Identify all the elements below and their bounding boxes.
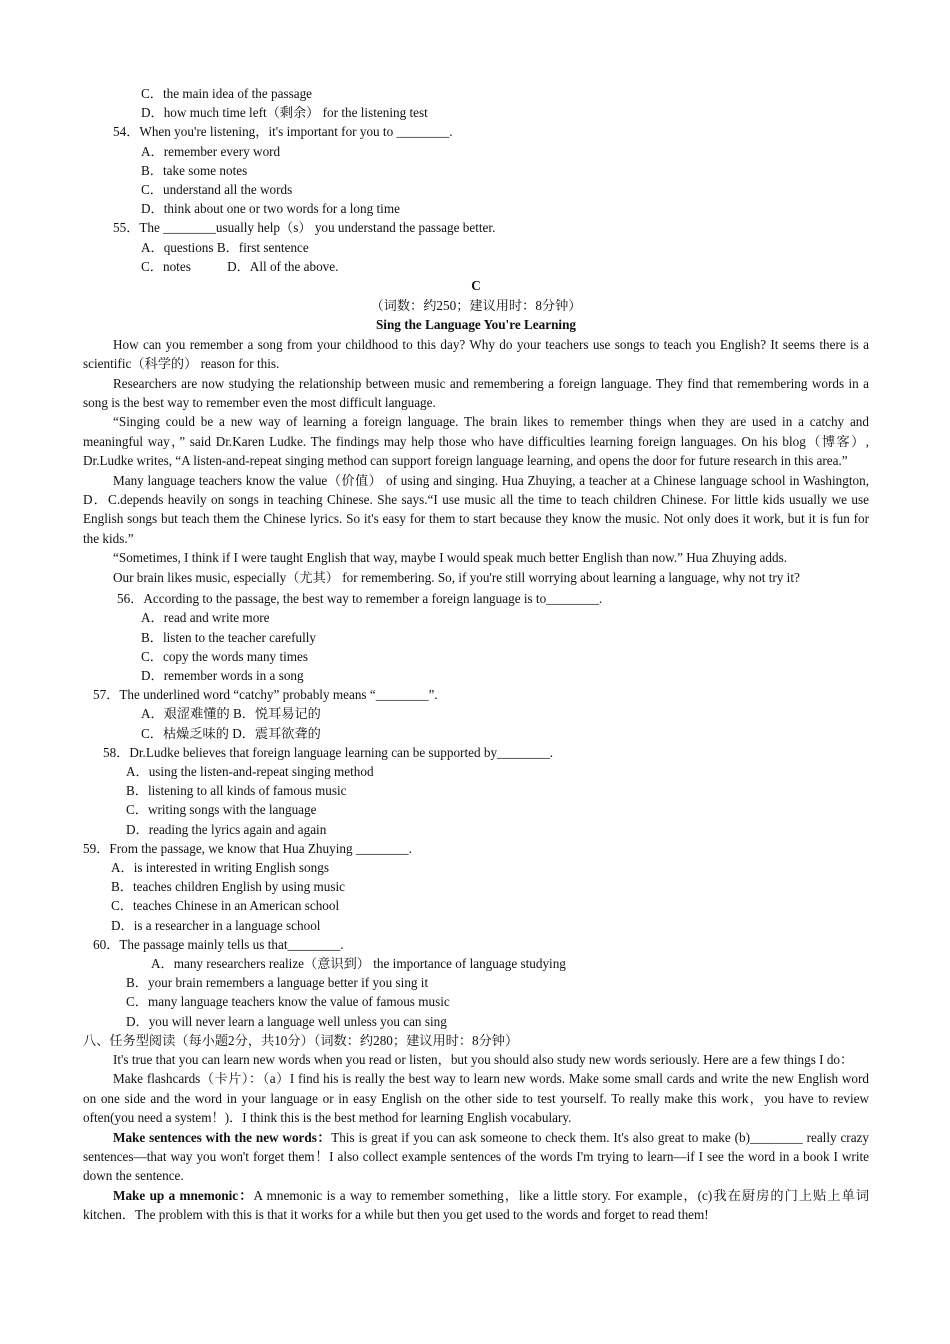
q56-stem: 56．According to the passage, the best way to remember a foreign language is to________. bbox=[117, 591, 603, 607]
passage-title: Sing the Language You're Learning bbox=[375, 317, 577, 333]
q59-option-a: A．is interested in writing English songs bbox=[111, 859, 329, 875]
q58-option-d: D．reading the lyrics again and again bbox=[126, 821, 327, 837]
q59-option-c: C．teaches Chinese in an American school bbox=[111, 898, 340, 914]
passage-c-paragraph-2: Researchers are now studying the relationship between music and remembering a foreign language. They find that remembering words in a song is the best way to remember even the most difficult language. bbox=[83, 375, 869, 411]
q59-option-d: D．is a researcher in a language school bbox=[111, 917, 321, 933]
q56-option-a: A．read and write more bbox=[141, 610, 270, 626]
section-c-info: （词数：约250；建议用时：8分钟） bbox=[370, 297, 582, 313]
q54-option-a: A．remember every word bbox=[141, 143, 281, 159]
q53-option-c: C．the main idea of the passage bbox=[141, 86, 313, 101]
exam-page bbox=[83, 84, 869, 1225]
q54-option-d: D．think about one or two words for a long time bbox=[141, 201, 400, 217]
q60-option-b: B．your brain remembers a language better if you sing it bbox=[126, 975, 429, 991]
q57-stem: 57．The underlined word “catchy” probably means “________”. bbox=[93, 687, 438, 703]
section-c-letter: C bbox=[471, 278, 481, 294]
paragraph-4-body: A mnemonic is a way to remember something，like a little story. For example，(c)我在厨房的门上贴上单词kitchen．The problem with this is that it works for a while but then you get used to the words and forget to read them! bbox=[83, 1187, 870, 1223]
q53-option-d: D．how much time left（剩余） for the listening test bbox=[141, 105, 428, 121]
paragraph-3-lead: Make sentences with the new words： bbox=[113, 1129, 332, 1145]
task-reading-paragraph-4 bbox=[83, 1186, 869, 1225]
q58-option-b: B．listening to all kinds of famous music bbox=[126, 783, 347, 799]
q55-stem: 55．The ________usually help（s） you understand the passage better. bbox=[113, 220, 496, 236]
q60-option-a: A．many researchers realize（意识到） the importance of language studying bbox=[151, 955, 566, 971]
q57-options-ab: A．艰涩难懂的 B．悦耳易记的 bbox=[141, 706, 321, 722]
q60-stem: 60．The passage mainly tells us that________. bbox=[93, 936, 344, 952]
q60-option-c: C．many language teachers know the value of famous music bbox=[126, 994, 450, 1010]
q58-option-c: C．writing songs with the language bbox=[126, 802, 317, 818]
q59-option-b: B．teaches children English by using music bbox=[111, 879, 346, 895]
q56-option-d: D．remember words in a song bbox=[141, 667, 304, 683]
q56-option-b: B．listen to the teacher carefully bbox=[141, 629, 317, 645]
passage-c-paragraph-4: Many language teachers know the value（价值） of using and singing. Hua Zhuying, a teacher at a Chinese language school in Washington, D．C.depends heavily on songs in teaching Chinese. She says.“I use music all the time to teach children Chinese. For little kids usually we use English songs but teach them the Chinese lyrics. So it's easy for them to start because they know the music. Not only does it work, but it is fun for the kids.” bbox=[83, 472, 869, 546]
q60-option-d: D．you will never learn a language well unless you can sing bbox=[126, 1013, 447, 1029]
passage-c-paragraph-6: Our brain likes music, especially（尤其） for remembering. So, if you're still worrying about learning a language, why not try it? bbox=[113, 569, 800, 585]
q58-stem: 58．Dr.Ludke believes that foreign language learning can be supported by________. bbox=[103, 744, 554, 760]
q58-option-a: A．using the listen-and-repeat singing method bbox=[126, 763, 374, 779]
q59-stem: 59．From the passage, we know that Hua Zhuying ________. bbox=[83, 840, 412, 856]
passage-c-paragraph-1: How can you remember a song from your childhood to this day? Why do your teachers use songs to teach you English? It seems there is a scientific（科学的） reason for this. bbox=[83, 336, 869, 372]
task-reading-paragraph-3 bbox=[83, 1128, 869, 1186]
section-8-heading: 八、任务型阅读（每小题2分，共10分）（词数：约280；建议用时：8分钟） bbox=[83, 1032, 519, 1048]
task-reading-paragraph-1: It's true that you can learn new words when you read or listen，but you should also study new words seriously. Here are a few things I do： bbox=[113, 1051, 854, 1067]
q54-option-b: B．take some notes bbox=[141, 162, 248, 178]
q56-option-c: C．copy the words many times bbox=[141, 648, 309, 664]
task-reading-paragraph-2: Make flashcards（卡片）：（a）I find his is really the best way to learn new words. Make some small cards and write the new English word on one side and the word in your language or in easy English on the other side to test yourself. To really make this work，you have to review often(you need a system！)．I think this is the best method for learning English vocabulary. bbox=[83, 1071, 869, 1126]
paragraph-3-body: This is great if you can ask someone to check them. It's also great to make (b)________ really crazy sentences—that way you won't forget them！I also collect example sentences of the words I'm trying to learn—if I see the word in a book I write down the sentence. bbox=[83, 1129, 869, 1184]
q54-stem: 54．When you're listening，it's important for you to ________. bbox=[113, 124, 453, 140]
q54-option-c: C．understand all the words bbox=[141, 182, 293, 198]
paragraph-4-lead: Make up a mnemonic： bbox=[113, 1187, 254, 1203]
q57-options-cd: C．枯燥乏味的 D．震耳欲聋的 bbox=[141, 725, 321, 741]
q55-options-cd: C．notes D．All of the above. bbox=[141, 258, 339, 274]
passage-c-paragraph-5: “Sometimes, I think if I were taught English that way, maybe I would speak much better English than now.” Hua Zhuying adds. bbox=[113, 550, 787, 566]
q55-options-ab: A．questions B．first sentence bbox=[141, 239, 309, 255]
passage-c-paragraph-3: “Singing could be a new way of learning a foreign language. The brain likes to remember things when they are used in a catchy and meaningful way，” said Dr.Karen Ludke. The findings may help those who have difficulties learning foreign languages. On his blog（博客）, Dr.Ludke writes, “A listen-and-repeat singing method can support foreign language learning, and opens the door for future research in this area.” bbox=[83, 414, 869, 469]
